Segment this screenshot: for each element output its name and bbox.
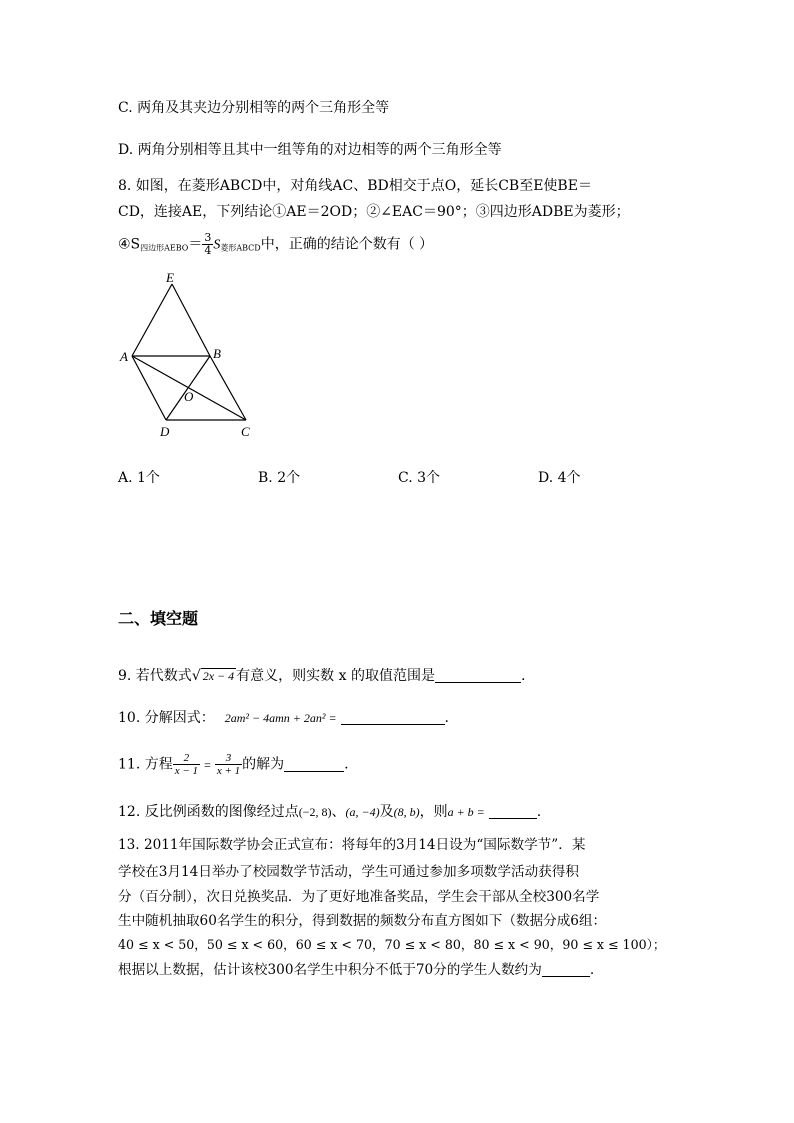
q12-point-1: (−2, 8) [298, 805, 332, 819]
q12-point-3: (8, b) [393, 805, 420, 819]
q8-fraction [202, 232, 213, 257]
q9-end: . [520, 668, 526, 684]
q11-f2-num: 3 [215, 752, 242, 765]
sqrt-icon: √ [191, 668, 201, 684]
section-title: 二、填空题 [118, 609, 199, 628]
q12-expr: a + b = [447, 805, 485, 819]
label-C: C [241, 424, 250, 439]
segment-EA [132, 284, 172, 356]
q11-answer-blank[interactable] [284, 757, 344, 772]
q10-expr: 2am² − 4amn + 2an² = [224, 711, 337, 725]
q13-line5: 40 ≤ x < 50，50 ≤ x < 60，60 ≤ x < 70，70 ≤ x < 80，80 ≤ x < 90，90 ≤ x ≤ 100）； [118, 937, 666, 952]
q13-line6-text: 根据以上数据，估计该校300名学生中积分不低于70分的学生人数约为 [118, 962, 542, 978]
label-A: A [120, 349, 128, 364]
label-B: B [213, 346, 221, 361]
q9-suffix: 有意义，则实数 x 的取值范围是 [236, 668, 435, 684]
q8-tail: 中，正确的结论个数有（ ） [260, 236, 434, 253]
q12 [118, 802, 541, 822]
label-O: O [184, 389, 194, 404]
q8-sub1: 四边形AEBO [140, 243, 189, 253]
segment-EB [172, 284, 210, 356]
q13-line3: 分（百分制），次日兑换奖品．为了更好地准备奖品，学生会干部从全校300名学 [118, 889, 600, 905]
q10-prefix: 10. 分解因式： [118, 710, 215, 726]
q8-line2: CD，连接AE，下列结论①AE＝2OD；②∠EAC＝90°；③四边形ADBE为菱形； [118, 204, 630, 220]
q11-end: . [344, 756, 349, 773]
q12-end: . [536, 804, 542, 820]
q11-f1-den: x − 1 [174, 765, 199, 777]
q13-line2: 学校在3月14日举办了校园数学节活动，学生可通过参加多项数学活动获得积 [118, 864, 579, 880]
q13-end: . [589, 962, 595, 978]
q10 [118, 708, 449, 728]
rhombus-figure [110, 270, 270, 445]
q11-f1-num: 2 [173, 752, 200, 765]
q12-prefix: 12. 反比例函数的图像经过点 [118, 804, 299, 820]
label-D: D [160, 424, 170, 439]
q11-fraction-2 [215, 752, 242, 777]
q8-frac-den: 4 [204, 244, 212, 257]
q12-answer-blank[interactable] [489, 804, 537, 819]
q11-f2-den: x + 1 [216, 765, 241, 777]
q8-s1: ④S [118, 236, 141, 253]
q12-point-2: (a, −4) [345, 805, 380, 819]
q9 [118, 666, 525, 686]
q8-option-d: D. 4个 [538, 470, 581, 486]
q8-option-a: A. 1个 [118, 470, 160, 486]
q13-answer-blank[interactable] [542, 962, 590, 977]
q10-end: . [444, 710, 449, 726]
q13-line1: 13. 2011年国际数学协会正式宣布：将每年的3月14日设为“国际数学节”．某 [118, 837, 586, 853]
q7-option-c: C. 两角及其夹边分别相等的两个三角形全等 [118, 100, 390, 116]
q10-answer-blank[interactable] [341, 710, 445, 725]
q9-answer-blank[interactable] [435, 668, 521, 683]
q8-sub2: 菱形ABCD [220, 243, 261, 253]
q8-eq: ＝ [188, 236, 203, 253]
segment-BD [166, 356, 210, 420]
q12-sep2: 及 [379, 804, 394, 820]
q8-option-c: C. 3个 [398, 470, 441, 486]
q11-eq: = [204, 757, 211, 772]
q8-s2: S [213, 237, 221, 253]
label-E: E [166, 270, 174, 285]
q11-suffix: 的解为 [242, 756, 285, 773]
q13-line6 [118, 960, 594, 980]
q7-option-d: D. 两角分别相等且其中一组等角的对边相等的两个三角形全等 [118, 142, 502, 158]
q13-line4: 生中随机抽取60名学生的积分，得到数据的频数分布直方图如下（数据分成6组： [118, 913, 607, 929]
q8-frac-num: 3 [204, 231, 212, 244]
q12-sep1: 、 [331, 804, 346, 820]
q8-option-b: B. 2个 [258, 470, 301, 486]
q8-line1: 8. 如图，在菱形ABCD中，对角线AC、BD相交于点O，延长CB至E使BE＝ [118, 178, 592, 194]
q11-fraction-1 [173, 752, 200, 777]
q12-mid: ，则 [419, 804, 448, 820]
q11 [118, 752, 349, 777]
q11-prefix: 11. 方程 [118, 756, 173, 773]
q9-radicand: 2x − 4 [202, 669, 235, 683]
q8-line3 [118, 232, 433, 259]
q9-prefix: 9. 若代数式 [118, 668, 192, 684]
